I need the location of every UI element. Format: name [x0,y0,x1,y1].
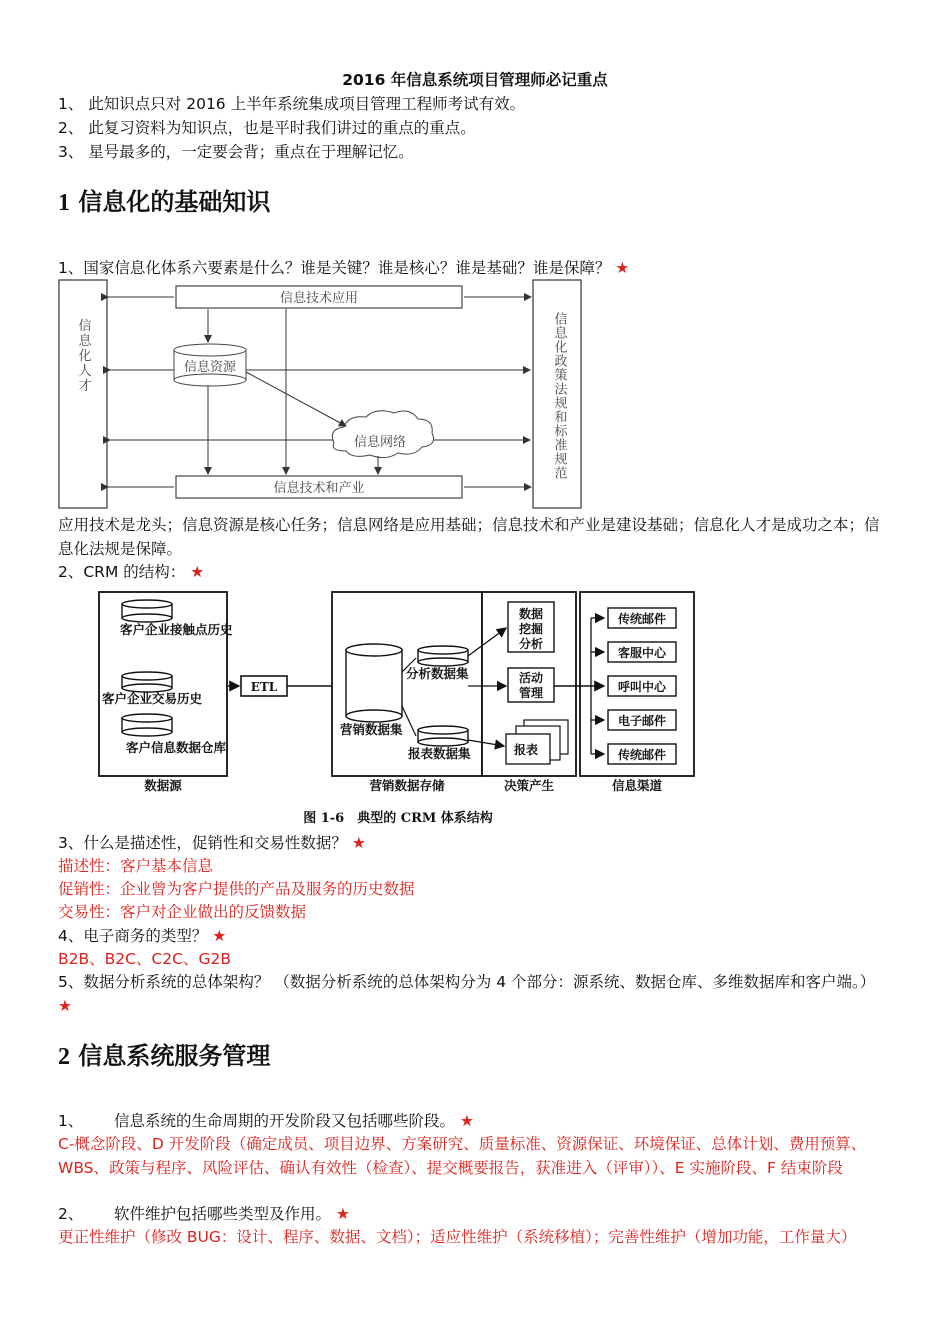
star-icon: ★ [351,834,366,852]
mining-label-3: 分析 [518,637,544,651]
s2-question-2-number: 2、 [58,1205,84,1223]
crm-caption: 图 1-6 典型的 CRM 体系结构 [303,811,493,826]
star-icon: ★ [335,1205,350,1223]
section-2-number: 2 [58,1044,70,1070]
s1-question-2 [58,561,204,584]
s1-answer-promotional: 促销性：企业曾为客户提供的产品及服务的历史数据 [58,880,415,898]
report-set-cylinder [418,726,468,746]
it-application-label: 信息技术应用 [279,291,359,306]
s1-answer-transactional: 交易性：客户对企业做出的反馈数据 [58,903,307,921]
s2-question-1-text: 信息系统的生命周期的开发阶段又包括哪些阶段。 [114,1112,456,1130]
intro-item-1: 1、 此知识点只对 2016 上半年系统集成项目管理工程师考试有效。 [58,95,526,113]
document-title: 2016 年信息系统项目管理师必记重点 [342,71,608,89]
analysis-set-cylinder [418,646,468,666]
s1-question-1-text: 1、国家信息化体系六要素是什么？谁是关键？谁是核心？谁是基础？谁是保障？ [58,259,611,277]
s1-question-2-text: 2、CRM 的结构： [58,563,186,581]
s1-question-3 [58,832,366,855]
source-3-label: 客户信息数据仓库 [126,740,227,755]
source-cylinder-3 [122,714,172,736]
s2-question-2-text: 软件维护包括哪些类型及作用。 [114,1205,332,1223]
activity-label-2: 管理 [518,686,544,700]
s1-question-4-text: 4、电子商务的类型？ [58,927,208,945]
s2-question-1-answer: C-概念阶段、D 开发阶段（确定成员、项目边界、方案研究、质量标准、资源保证、环境保证、总体计划、费用预算、WBS、政策与程序、风险评估、确认有效性（检查）、提交概要报告，获准进入（评审））、E 实施阶段、F 结束阶段 [58,1135,867,1177]
s1-question-5 [58,971,888,1018]
decision-group-label: 决策产生 [503,778,555,793]
section-2-heading [58,1036,270,1071]
storage-group-label: 营销数据存储 [369,778,445,793]
intro-item-3: 3、 星号最多的，一定要会背；重点在于理解记忆。 [58,143,414,161]
activity-label-1: 活动 [518,671,544,685]
s2-question-1 [58,1110,474,1133]
source-cylinder-1 [122,600,172,622]
marketing-db-cylinder [346,644,402,722]
source-group-label: 数据源 [144,778,182,793]
s2-question-2-answer: 更正性维护（修改 BUG：设计、程序、数据、文档）；适应性维护（系统移植）；完善性维护（增加功能，工作量大） [58,1228,857,1246]
channel-1-label: 传统邮件 [617,612,667,626]
policy-label: 信息化政策法规和标准规范 [551,312,567,480]
resource-cylinder [174,344,246,386]
s1-question-1 [58,257,629,280]
channel-5-label: 传统邮件 [617,748,667,762]
network-label: 信息网络 [353,435,407,450]
resource-label: 信息资源 [183,360,237,375]
section-2-title: 信息系统服务管理 [78,1041,271,1070]
network-cloud [332,411,433,458]
star-icon: ★ [58,996,72,1015]
s1-question-4-answer: B2B、B2C、C2C、G2B [58,950,231,968]
star-icon: ★ [459,1112,474,1130]
crm-architecture-diagram [96,588,700,828]
s1-question-1-answer: 应用技术是龙头；信息资源是核心任务；信息网络是应用基础；信息技术和产业是建设基础；信息化人才是成功之本；信息化法规是保障。 [58,516,880,558]
channel-4-label: 电子邮件 [617,714,667,728]
source-2-label: 客户企业交易历史 [102,691,203,706]
star-icon: ★ [212,927,227,945]
channel-2-label: 客服中心 [617,646,667,660]
mining-label-2: 挖掘 [518,622,544,636]
it-industry-label: 信息技术和产业 [273,481,365,496]
s1-question-5-text: 5、数据分析系统的总体架构？ （数据分析系统的总体架构分为 4 个部分：源系统、数据仓库、多维数据库和客户端。） [58,973,876,991]
report-set-label: 报表数据集 [408,746,471,761]
star-icon: ★ [615,259,630,277]
marketing-db-label: 营销数据集 [340,722,403,737]
s2-question-2 [58,1203,350,1226]
s1-question-4 [58,925,226,948]
s2-question-1-number: 1、 [58,1112,84,1130]
etl-label: ETL [250,680,278,694]
channel-group-label: 信息渠道 [611,778,663,793]
mining-label-1: 数据 [518,607,544,621]
source-cylinder-2 [122,672,172,692]
source-1-label: 客户企业接触点历史 [120,622,233,637]
intro-item-2: 2、 此复习资料为知识点，也是平时我们讲过的重点的重点。 [58,119,476,137]
star-icon: ★ [190,563,205,581]
s1-answer-descriptive: 描述性：客户基本信息 [58,857,214,875]
section-1-title: 信息化的基础知识 [78,187,271,216]
section-1-heading [58,182,270,217]
channel-3-label: 呼叫中心 [617,680,667,694]
talent-label: 信息化人才 [75,318,91,394]
report-label: 报表 [513,743,539,757]
section-1-number: 1 [58,190,70,216]
analysis-set-label: 分析数据集 [406,666,469,681]
informatization-system-diagram [56,278,586,512]
s1-question-3-text: 3、什么是描述性，促销性和交易性数据？ [58,834,347,852]
talent-box [59,280,107,508]
